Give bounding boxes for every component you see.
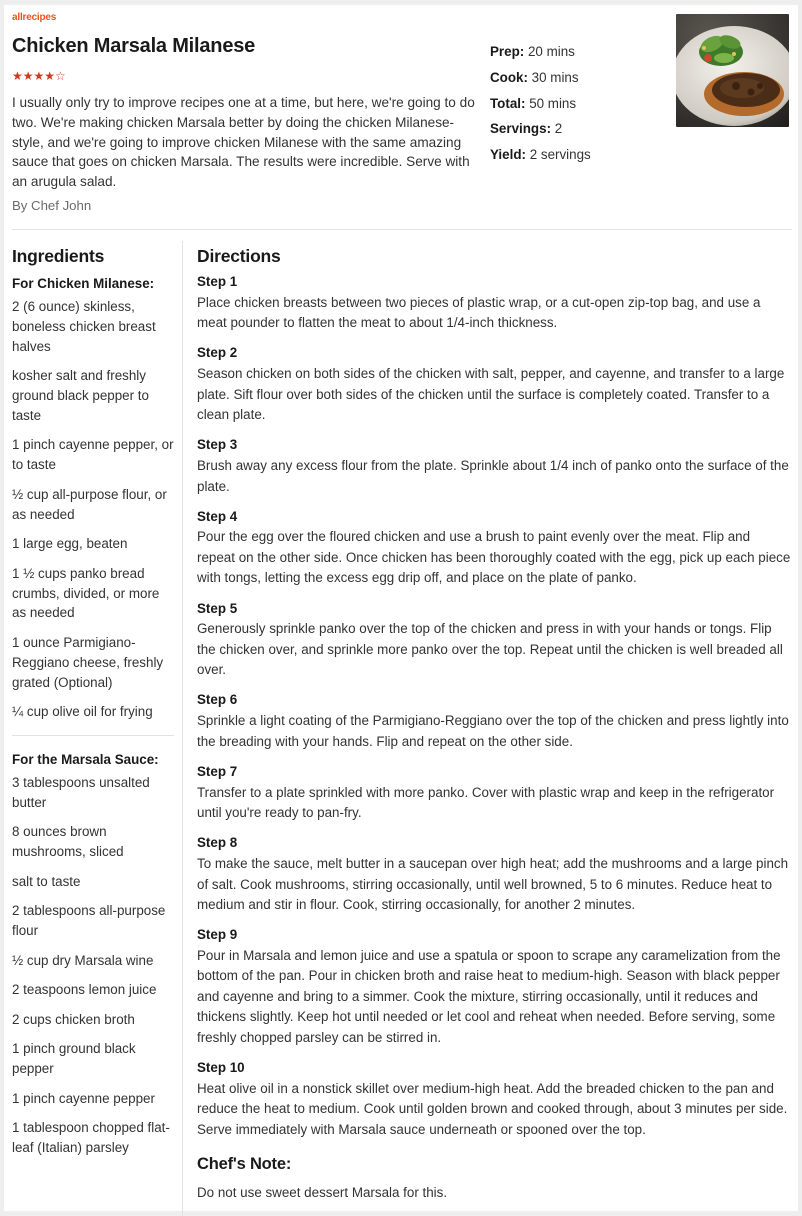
direction-step — [197, 1058, 791, 1140]
chefs-note-title: Chef's Note: — [197, 1155, 292, 1174]
direction-step — [197, 435, 791, 497]
ingredient-item: 1 large egg, beaten — [12, 536, 128, 552]
step-text: Pour in Marsala and lemon juice and use a spatula or spoon to scrape any caramelization from the bottom of the pan. Pour in chicken broth and raise heat to medium-high. Season with black pepper and cayenne and bring to a simmer. Cook the mixture, stirring occasionally, until it reduces and thickens slightly. Keep hot until needed or let cool and reheat when needed. Before serving, some freshly chopped parsley can be stirred in. — [197, 947, 781, 1045]
ingredient-group-title: For the Marsala Sauce: — [12, 751, 159, 767]
recipe-photo — [676, 14, 789, 127]
step-label: Step 6 — [197, 692, 238, 708]
ingredient-item: ¼ cup olive oil for frying — [12, 704, 153, 720]
ingredient-item: 1 pinch cayenne pepper — [12, 1090, 155, 1106]
step-text: Generously sprinkle panko over the top of the chicken and press in with your hands or tongs. Flip the chicken over, and sprinkle more panko over the top. Repeat until the chicken is well breaded all over. — [197, 621, 783, 678]
step-text: Season chicken on both sides of the chicken with salt, pepper, and cayenne, and transfer to a large plate. Sift flour over both sides of the chicken until the surface is completely coated. Transfer to a clean plate. — [197, 366, 785, 423]
meta-cook-value: 30 mins — [531, 69, 579, 85]
step-text: Place chicken breasts between two pieces of plastic wrap, or a cut-open zip-top bag, and use a meat pounder to flatten the meat to about 1/4-inch thickness. — [197, 294, 761, 331]
meta-yield — [490, 142, 660, 168]
meta-prep-label: Prep: — [490, 44, 525, 59]
recipe-card — [4, 5, 798, 1211]
direction-step — [197, 833, 791, 915]
ingredient-item: 2 teaspoons lemon juice — [12, 982, 157, 998]
step-label: Step 3 — [197, 437, 238, 453]
meta-total-label: Total: — [490, 95, 526, 111]
ingredients-section — [12, 242, 174, 1158]
meta-yield-value: 2 servings — [529, 147, 591, 163]
ingredient-item: ½ cup dry Marsala wine — [12, 952, 154, 968]
ingredient-item: 1 ounce Parmigiano-Reggiano cheese, freshly grated (Optional) — [12, 634, 164, 690]
meta-cook — [490, 65, 660, 91]
step-label: Step 1 — [197, 274, 238, 289]
direction-step — [197, 599, 791, 681]
ingredients-heading: Ingredients — [12, 246, 105, 266]
ingredient-item: ½ cup all-purpose flour, or as needed — [12, 486, 167, 522]
ingredient-item: 3 tablespoons unsalted butter — [12, 774, 150, 810]
step-label: Step 10 — [197, 1060, 245, 1076]
step-label: Step 9 — [197, 927, 238, 943]
step-text: Pour the egg over the floured chicken and use a brush to paint evenly over the meat. Flip and repeat on the other side. Once chicken has been thoroughly coated with the egg, pick up each piece with tongs, letting the excess egg drip off, and place on the plate of panko. — [197, 529, 791, 586]
meta-yield-label: Yield: — [490, 147, 526, 163]
rating-stars: ★★★★☆ — [12, 69, 66, 83]
ingredient-item: 8 ounces brown mushrooms, sliced — [12, 824, 124, 860]
direction-step — [197, 925, 791, 1048]
recipe-title: Chicken Marsala Milanese — [12, 35, 256, 57]
step-text: Heat olive oil in a nonstick skillet over medium-high heat. Add the breaded chicken to the pan and reduce the heat to medium. Cook until golden brown and cooked through, about 3 minutes per side. Serve immediately with Marsala sauce underneath or spooned over the top. — [197, 1080, 788, 1137]
step-text: Transfer to a plate sprinkled with more panko. Cover with plastic wrap and keep in the refrigerator until you're ready to pan-fry. — [197, 784, 775, 821]
step-text: Sprinkle a light coating of the Parmigiano-Reggiano over the top of the chicken and press lightly into the breading with your hands. Flip and repeat on the other side. — [197, 713, 789, 749]
ingredient-item: 2 tablespoons all-purpose flour — [12, 903, 166, 939]
step-label: Step 4 — [197, 508, 238, 524]
meta-total — [490, 91, 660, 117]
header-divider — [12, 229, 792, 230]
ingredient-item: 2 (6 ounce) skinless, boneless chicken breast halves — [12, 299, 156, 354]
recipe-photo-image — [676, 14, 789, 127]
allrecipes-logo[interactable]: allrecipes — [12, 12, 57, 23]
ingredient-item: 1 pinch ground black pepper — [12, 1041, 136, 1077]
ingredient-item: kosher salt and freshly ground black pepper to taste — [12, 368, 149, 423]
step-label: Step 7 — [197, 763, 238, 779]
ingredient-group-title: For Chicken Milanese: — [12, 276, 155, 291]
ingredient-item: 2 cups chicken broth — [12, 1011, 135, 1027]
step-label: Step 5 — [197, 600, 238, 616]
direction-step — [197, 507, 791, 589]
meta-servings — [490, 116, 660, 142]
meta-cook-label: Cook: — [490, 69, 528, 85]
step-label: Step 8 — [197, 835, 238, 851]
meta-servings-label: Servings: — [490, 121, 552, 137]
ingredient-item: 1 tablespoon chopped flat-leaf (Italian) parsley — [12, 1120, 170, 1156]
recipe-author: By Chef John — [12, 198, 92, 213]
ingredient-item: 1 pinch cayenne pepper, or to taste — [12, 437, 174, 473]
meta-total-value: 50 mins — [529, 95, 577, 111]
direction-step — [197, 762, 791, 824]
step-text: To make the sauce, melt butter in a saucepan over high heat; add the mushrooms and a large pinch of salt. Cook mushrooms, stirring occasionally, until well browned, 5 to 6 minutes. Reduce heat to medium and stir in flour. Cook, stirring occasionally, for another 2 minutes. — [197, 856, 789, 913]
column-divider — [182, 241, 183, 1216]
meta-prep-value: 20 mins — [527, 44, 575, 59]
directions-section — [197, 242, 791, 1203]
ingredient-item: salt to taste — [12, 873, 81, 889]
direction-step — [197, 272, 791, 334]
direction-step — [197, 343, 791, 425]
step-label: Step 2 — [197, 345, 238, 361]
directions-heading: Directions — [197, 246, 281, 266]
step-text: Brush away any excess flour from the plate. Sprinkle about 1/4 inch of panko onto the surface of the plate. — [197, 458, 789, 494]
ingredient-item: 1 ½ cups panko bread crumbs, divided, or more as needed — [12, 565, 160, 621]
meta-servings-value: 2 — [554, 121, 563, 137]
direction-step — [197, 690, 791, 752]
recipe-meta — [490, 39, 660, 168]
recipe-description: I usually only try to improve recipes one at a time, but here, we're going to do two. We're making chicken Marsala better by doing the chicken Milanese-style, and we're going to improve chicken Milanese with the same amazing sauce that goes on chicken Marsala. The results were incredible. Serve with an arugula salad. — [12, 95, 475, 190]
chefs-note-text: Do not use sweet dessert Marsala for this. — [197, 1185, 448, 1201]
ingredient-group-divider — [12, 735, 174, 736]
meta-prep — [490, 39, 660, 65]
